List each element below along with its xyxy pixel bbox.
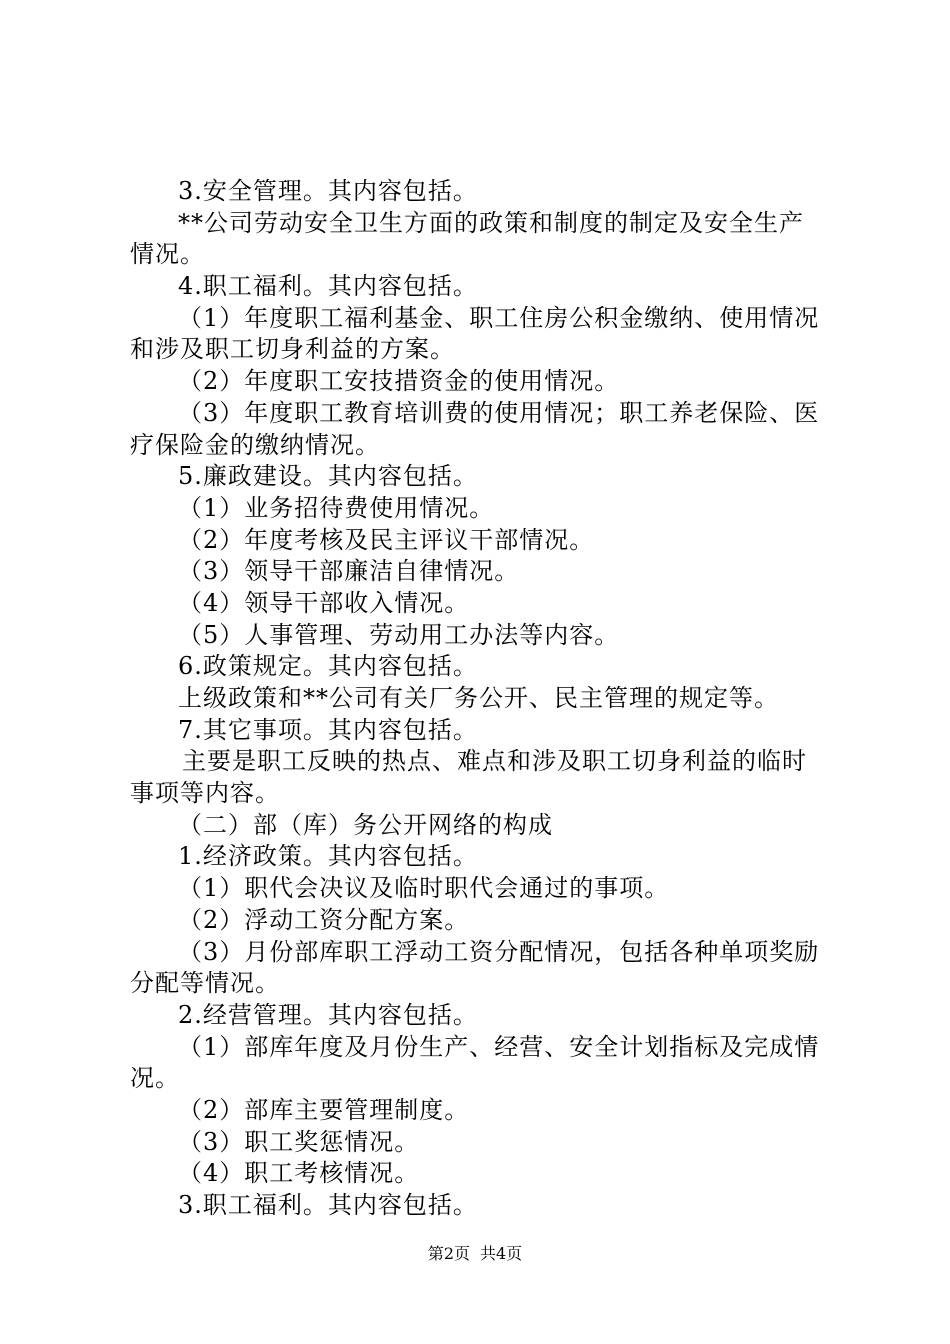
page-number: 第2页: [427, 1244, 470, 1263]
text-line: （2）浮动工资分配方案。: [178, 905, 470, 934]
text-line: **公司劳动安全卫生方面的政策和制度的制定及安全生产: [178, 208, 804, 237]
text-line: （3）月份部库职工浮动工资分配情况，包括各种单项奖励: [178, 937, 820, 966]
text-line: （4）领导干部收入情况。: [178, 588, 470, 617]
text-line: 主要是职工反映的热点、难点和涉及职工切身利益的临时: [182, 747, 807, 776]
text-line: 上级政策和**公司有关厂务公开、民主管理的规定等。: [178, 684, 779, 712]
page-total: 共4页: [480, 1244, 523, 1263]
text-line: （3）领导干部廉洁自律情况。: [178, 557, 520, 586]
page-footer: [0, 1244, 950, 1264]
text-line: 情况。: [130, 240, 205, 269]
text-line: 3.安全管理。其内容包括。: [178, 177, 478, 205]
text-line: （2）年度职工安技措资金的使用情况。: [178, 367, 620, 396]
text-line: 2.经营管理。其内容包括。: [178, 1000, 478, 1029]
text-line: （1）职代会决议及临时职代会通过的事项。: [178, 874, 670, 903]
text-line: （3）职工奖惩情况。: [178, 1127, 420, 1156]
text-line: 6.政策规定。其内容包括。: [178, 652, 478, 681]
text-line: （4）职工考核情况。: [178, 1159, 420, 1188]
text-line: （3）年度职工教育培训费的使用情况；职工养老保险、医: [178, 398, 820, 427]
text-line: 7.其它事项。其内容包括。: [178, 715, 478, 744]
text-line: （1）部库年度及月份生产、经营、安全计划指标及完成情: [178, 1032, 820, 1061]
text-line: （5）人事管理、劳动用工办法等内容。: [178, 620, 620, 649]
text-line: 和涉及职工切身利益的方案。: [130, 335, 455, 364]
text-line: 5.廉政建设。其内容包括。: [178, 462, 478, 491]
text-line: 疗保险金的缴纳情况。: [130, 430, 380, 459]
text-line: （2）部库主要管理制度。: [178, 1095, 470, 1124]
text-line: 3.职工福利。其内容包括。: [178, 1191, 478, 1219]
text-line: 况。: [130, 1064, 180, 1093]
document-body: [130, 176, 830, 1222]
text-line: 1.经济政策。其内容包括。: [178, 842, 478, 871]
text-line: （1）年度职工福利基金、职工住房公积金缴纳、使用情况: [178, 303, 820, 332]
text-line: （2）年度考核及民主评议干部情况。: [178, 525, 595, 554]
text-line: 事项等内容。: [130, 779, 280, 808]
text-line: （二）部（库）务公开网络的构成: [178, 810, 553, 839]
text-line: 分配等情况。: [130, 969, 280, 998]
text-line: 4.职工福利。其内容包括。: [178, 272, 478, 301]
text-line: （1）业务招待费使用情况。: [178, 493, 495, 522]
